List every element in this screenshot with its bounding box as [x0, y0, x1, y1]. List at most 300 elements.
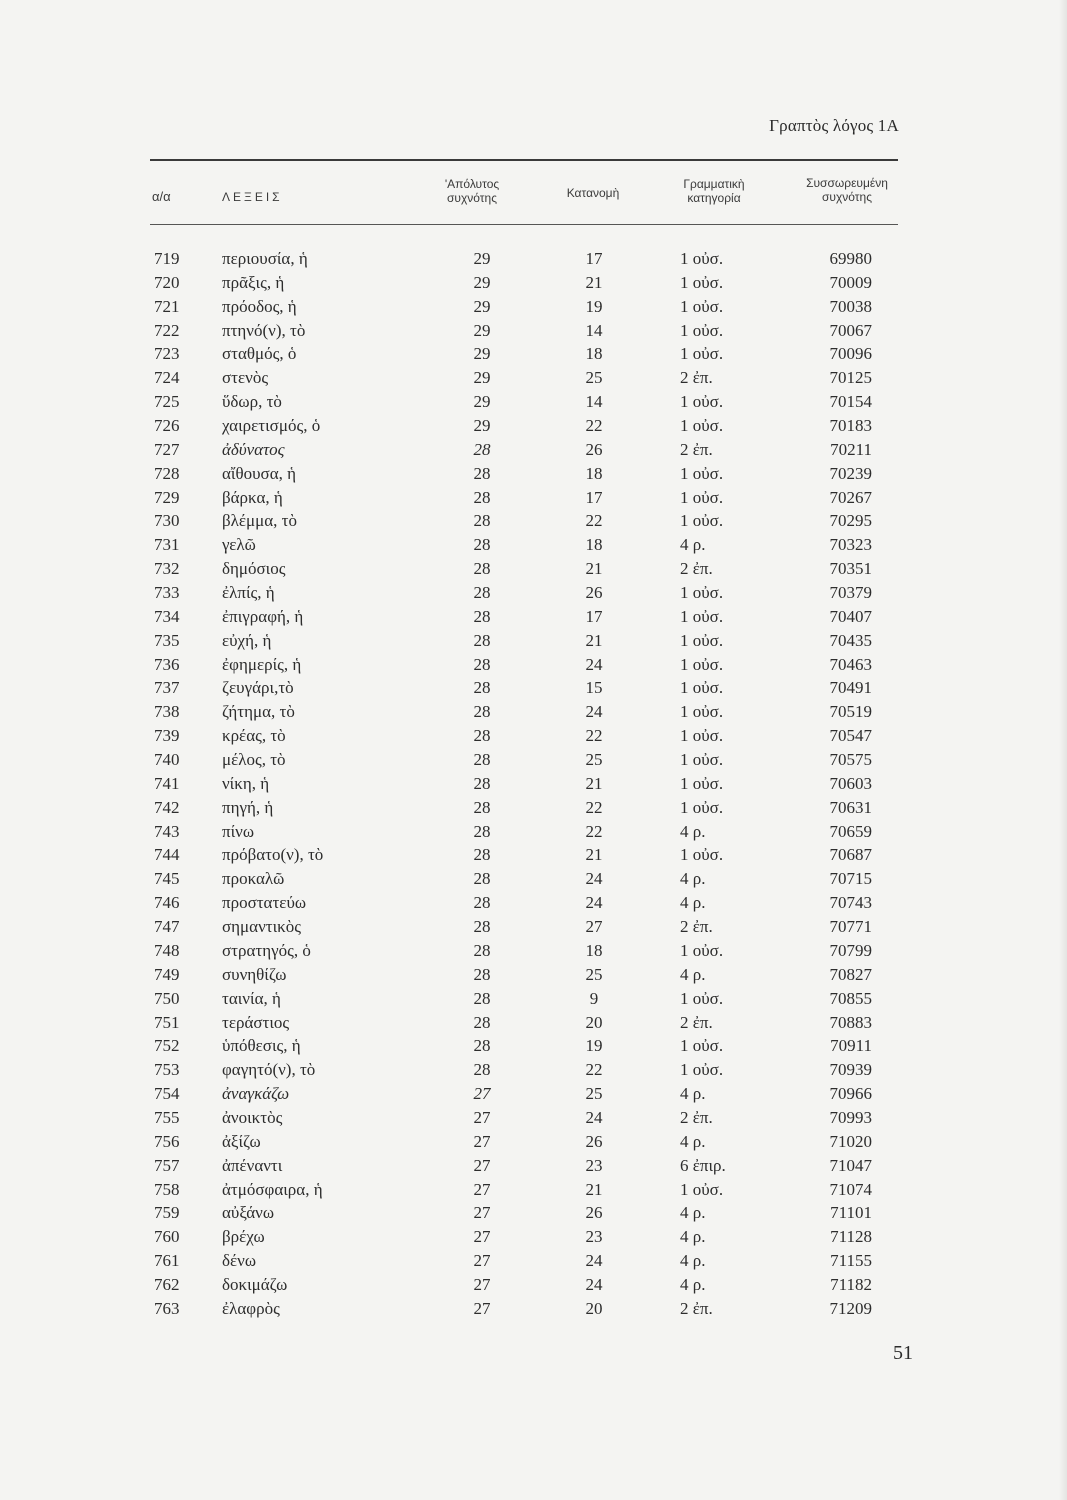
row-absolute-frequency: 28 [473, 1060, 491, 1080]
row-distribution: 24 [585, 1274, 603, 1294]
row-absolute-frequency: 27 [473, 1227, 491, 1247]
table-row [0, 1297, 1067, 1321]
row-absolute-frequency: 29 [473, 249, 491, 268]
row-cumulative-frequency: 70519 [829, 702, 872, 722]
header-cumulative-frequency [790, 176, 904, 204]
row-cumulative-frequency: 71209 [829, 1298, 872, 1318]
row-distribution: 25 [585, 750, 603, 770]
row-distribution: 17 [585, 487, 603, 507]
row-serial-number: 757 [154, 1155, 180, 1175]
row-absolute-frequency: 27 [473, 1084, 491, 1104]
row-distribution: 23 [585, 1227, 603, 1247]
row-cumulative-frequency: 70966 [829, 1084, 872, 1104]
row-distribution: 15 [585, 678, 603, 698]
row-word: πρόοδος, ἡ [222, 296, 297, 316]
table-row [0, 820, 1067, 844]
row-serial-number: 719 [154, 249, 180, 268]
row-distribution: 21 [585, 1179, 603, 1199]
row-word: σταθμός, ὁ [222, 344, 297, 364]
row-word: ἐλπίς, ἡ [222, 583, 275, 603]
table-row [0, 653, 1067, 677]
row-grammatical-category: 2 ἐπ. [680, 439, 713, 459]
row-word: ὑπόθεσις, ἡ [222, 1036, 301, 1056]
row-grammatical-category: 2 ἐπ. [680, 1107, 713, 1127]
row-word: στενὸς [222, 368, 269, 388]
table-row [0, 676, 1067, 700]
row-cumulative-frequency: 70993 [829, 1107, 872, 1127]
row-absolute-frequency: 28 [473, 606, 491, 626]
row-serial-number: 728 [154, 463, 180, 483]
row-distribution: 21 [585, 773, 603, 793]
row-distribution: 19 [585, 1036, 603, 1056]
row-grammatical-category: 4 ρ. [680, 893, 706, 913]
row-word: ζευγάρι,τὸ [222, 678, 294, 698]
row-distribution: 9 [589, 988, 599, 1008]
row-word: ἀνοικτὸς [222, 1107, 283, 1127]
table-row [0, 342, 1067, 366]
row-absolute-frequency: 29 [473, 296, 491, 316]
row-word: ἀδύνατος [222, 439, 285, 459]
row-serial-number: 756 [154, 1131, 180, 1151]
row-distribution: 18 [585, 344, 603, 364]
row-cumulative-frequency: 70379 [829, 583, 872, 603]
row-distribution: 18 [585, 463, 603, 483]
row-serial-number: 745 [154, 869, 180, 889]
row-absolute-frequency: 28 [473, 559, 491, 579]
row-absolute-frequency: 28 [473, 535, 491, 555]
row-absolute-frequency: 28 [473, 750, 491, 770]
row-word: δοκιμάζω [222, 1274, 288, 1294]
row-distribution: 25 [585, 964, 603, 984]
row-word: χαιρετισμός, ὁ [222, 416, 321, 436]
row-word: βλέμμα, τὸ [222, 511, 297, 531]
row-distribution: 20 [585, 1298, 603, 1318]
row-absolute-frequency: 29 [473, 272, 491, 292]
row-serial-number: 752 [154, 1036, 180, 1056]
row-word: σημαντικὸς [222, 917, 301, 937]
row-cumulative-frequency: 70687 [829, 845, 872, 865]
row-cumulative-frequency: 70799 [829, 940, 872, 960]
row-absolute-frequency: 28 [473, 797, 491, 817]
header-cumulative-line2: συχνότης [822, 190, 872, 204]
table-row [0, 843, 1067, 867]
row-distribution: 25 [585, 1084, 603, 1104]
row-grammatical-category: 1 οὐσ. [680, 463, 724, 483]
row-grammatical-category: 1 οὐσ. [680, 272, 724, 292]
row-absolute-frequency: 28 [473, 1036, 491, 1056]
row-cumulative-frequency: 70067 [829, 320, 872, 340]
row-distribution: 22 [585, 821, 603, 841]
row-absolute-frequency: 28 [473, 678, 491, 698]
row-serial-number: 730 [154, 511, 180, 531]
row-absolute-frequency: 29 [473, 416, 491, 436]
table-row [0, 1201, 1067, 1225]
row-absolute-frequency: 27 [473, 1203, 491, 1223]
row-distribution: 24 [585, 893, 603, 913]
row-grammatical-category: 6 ἐπιρ. [680, 1155, 726, 1175]
row-word: βάρκα, ἡ [222, 487, 283, 507]
row-cumulative-frequency: 70211 [830, 439, 872, 459]
row-grammatical-category: 1 οὐσ. [680, 940, 724, 960]
row-cumulative-frequency: 70463 [829, 654, 872, 674]
row-distribution: 26 [585, 1131, 603, 1151]
row-serial-number: 727 [154, 439, 180, 459]
row-word: ὕδωρ, τὸ [222, 392, 282, 412]
row-absolute-frequency: 28 [473, 893, 491, 913]
row-word: ἀξίζω [222, 1131, 261, 1151]
row-serial-number: 750 [154, 988, 180, 1008]
row-absolute-frequency: 28 [473, 630, 491, 650]
row-cumulative-frequency: 70855 [829, 988, 872, 1008]
table-row [0, 891, 1067, 915]
row-serial-number: 761 [154, 1251, 180, 1271]
row-absolute-frequency: 28 [473, 869, 491, 889]
header-cumulative-line1: Συσσωρευμένη [806, 176, 888, 190]
header-words: ΛΕΞΕΙΣ [222, 190, 283, 204]
row-distribution: 22 [585, 1060, 603, 1080]
table-row [0, 271, 1067, 295]
row-serial-number: 738 [154, 702, 180, 722]
row-word: ἐλαφρὸς [222, 1298, 280, 1318]
row-cumulative-frequency: 70239 [829, 463, 872, 483]
row-word: πρᾶξις, ἡ [222, 272, 285, 292]
row-absolute-frequency: 28 [473, 917, 491, 937]
row-cumulative-frequency: 70038 [829, 296, 872, 316]
table-row [0, 366, 1067, 390]
header-absolute-line1: 'Απόλυτος [444, 177, 500, 191]
row-cumulative-frequency: 70575 [829, 750, 872, 770]
row-distribution: 20 [585, 1012, 603, 1032]
row-grammatical-category: 1 οὐσ. [680, 1179, 724, 1199]
row-cumulative-frequency: 70267 [829, 487, 872, 507]
row-distribution: 26 [585, 583, 603, 603]
row-serial-number: 731 [154, 535, 180, 555]
row-grammatical-category: 1 οὐσ. [680, 726, 724, 746]
row-grammatical-category: 4 ρ. [680, 535, 706, 555]
table-row [0, 939, 1067, 963]
row-absolute-frequency: 27 [473, 1179, 491, 1199]
row-cumulative-frequency: 70659 [829, 821, 872, 841]
row-grammatical-category: 1 οὐσ. [680, 630, 724, 650]
row-absolute-frequency: 28 [473, 845, 491, 865]
row-distribution: 22 [585, 726, 603, 746]
row-cumulative-frequency: 71128 [830, 1227, 872, 1247]
row-absolute-frequency: 28 [473, 773, 491, 793]
row-cumulative-frequency: 70351 [829, 559, 872, 579]
row-distribution: 21 [585, 630, 603, 650]
row-absolute-frequency: 28 [473, 726, 491, 746]
row-word: νίκη, ἡ [222, 773, 270, 793]
row-absolute-frequency: 27 [473, 1131, 491, 1151]
row-absolute-frequency: 27 [473, 1155, 491, 1175]
table-row [0, 1249, 1067, 1273]
row-cumulative-frequency: 70911 [830, 1036, 872, 1056]
row-absolute-frequency: 28 [473, 702, 491, 722]
row-absolute-frequency: 29 [473, 368, 491, 388]
row-grammatical-category: 4 ρ. [680, 964, 706, 984]
row-distribution: 24 [585, 1107, 603, 1127]
row-word: στρατηγός, ὁ [222, 940, 311, 960]
row-word: πτηνό(ν), τὸ [222, 320, 306, 340]
row-serial-number: 744 [154, 845, 180, 865]
row-distribution: 27 [585, 917, 603, 937]
row-distribution: 21 [585, 845, 603, 865]
row-serial-number: 734 [154, 606, 180, 626]
row-cumulative-frequency: 70295 [829, 511, 872, 531]
row-cumulative-frequency: 70939 [829, 1060, 872, 1080]
table-row [0, 533, 1067, 557]
row-distribution: 14 [585, 320, 603, 340]
row-cumulative-frequency: 70154 [829, 392, 872, 412]
table-row [0, 724, 1067, 748]
row-grammatical-category: 1 οὐσ. [680, 344, 724, 364]
row-grammatical-category: 1 οὐσ. [680, 296, 724, 316]
row-word: πηγή, ἡ [222, 797, 274, 817]
row-word: περιουσία, ἡ [222, 249, 308, 268]
row-absolute-frequency: 28 [473, 654, 491, 674]
row-cumulative-frequency: 70771 [829, 917, 872, 937]
row-grammatical-category: 4 ρ. [680, 1131, 706, 1151]
header-grammatical-line2: κατηγορία [687, 191, 741, 205]
row-word: προκαλῶ [222, 869, 285, 889]
row-grammatical-category: 1 οὐσ. [680, 773, 724, 793]
frequency-table-body [0, 247, 1067, 1321]
table-row [0, 295, 1067, 319]
page-number: 51 [893, 1342, 913, 1364]
table-row [0, 1154, 1067, 1178]
row-cumulative-frequency: 70407 [829, 606, 872, 626]
row-absolute-frequency: 29 [473, 344, 491, 364]
row-distribution: 18 [585, 535, 603, 555]
row-absolute-frequency: 28 [473, 439, 491, 459]
header-serial-number: α/α [152, 189, 171, 204]
row-serial-number: 751 [154, 1012, 180, 1032]
row-cumulative-frequency: 70715 [829, 869, 872, 889]
table-row [0, 987, 1067, 1011]
row-grammatical-category: 1 οὐσ. [680, 1060, 724, 1080]
table-row [0, 1058, 1067, 1082]
row-absolute-frequency: 27 [473, 1251, 491, 1271]
row-word: κρέας, τὸ [222, 726, 286, 746]
row-word: πρόβατο(ν), τὸ [222, 845, 324, 865]
row-distribution: 17 [585, 606, 603, 626]
row-serial-number: 758 [154, 1179, 180, 1199]
table-row [0, 557, 1067, 581]
row-cumulative-frequency: 70631 [829, 797, 872, 817]
table-row [0, 1011, 1067, 1035]
row-serial-number: 721 [154, 296, 180, 316]
table-row [0, 772, 1067, 796]
header-grammatical-line1: Γραμματικὴ [683, 177, 745, 191]
row-grammatical-category: 1 οὐσ. [680, 511, 724, 531]
row-serial-number: 762 [154, 1274, 180, 1294]
row-grammatical-category: 4 ρ. [680, 1227, 706, 1247]
table-row [0, 1034, 1067, 1058]
row-serial-number: 755 [154, 1107, 180, 1127]
row-distribution: 24 [585, 1251, 603, 1271]
table-row [0, 605, 1067, 629]
row-absolute-frequency: 28 [473, 511, 491, 531]
row-absolute-frequency: 27 [473, 1274, 491, 1294]
row-serial-number: 726 [154, 416, 180, 436]
row-distribution: 22 [585, 511, 603, 531]
row-cumulative-frequency: 71020 [829, 1131, 872, 1151]
row-grammatical-category: 1 οὐσ. [680, 606, 724, 626]
table-row [0, 414, 1067, 438]
row-grammatical-category: 2 ἐπ. [680, 1298, 713, 1318]
table-row [0, 509, 1067, 533]
row-absolute-frequency: 29 [473, 320, 491, 340]
row-serial-number: 754 [154, 1084, 180, 1104]
table-row [0, 629, 1067, 653]
row-grammatical-category: 1 οὐσ. [680, 702, 724, 722]
table-row [0, 867, 1067, 891]
table-row [0, 486, 1067, 510]
row-serial-number: 732 [154, 559, 180, 579]
row-serial-number: 725 [154, 392, 180, 412]
row-absolute-frequency: 28 [473, 1012, 491, 1032]
row-cumulative-frequency: 70323 [829, 535, 872, 555]
row-distribution: 25 [585, 368, 603, 388]
row-cumulative-frequency: 70603 [829, 773, 872, 793]
row-word: φαγητό(ν), τὸ [222, 1060, 316, 1080]
row-word: τεράστιος [222, 1012, 290, 1032]
row-cumulative-frequency: 70096 [829, 344, 872, 364]
row-distribution: 23 [585, 1155, 603, 1175]
table-row [0, 1178, 1067, 1202]
row-grammatical-category: 1 οὐσ. [680, 797, 724, 817]
row-grammatical-category: 1 οὐσ. [680, 416, 724, 436]
row-serial-number: 742 [154, 797, 180, 817]
row-word: βρέχω [222, 1227, 265, 1247]
row-grammatical-category: 1 οὐσ. [680, 320, 724, 340]
row-serial-number: 753 [154, 1060, 180, 1080]
row-serial-number: 746 [154, 893, 180, 913]
row-cumulative-frequency: 69980 [829, 249, 872, 268]
row-serial-number: 724 [154, 368, 180, 388]
row-absolute-frequency: 28 [473, 821, 491, 841]
row-word: ταινία, ἡ [222, 988, 281, 1008]
row-absolute-frequency: 28 [473, 487, 491, 507]
row-serial-number: 759 [154, 1203, 180, 1223]
row-distribution: 22 [585, 416, 603, 436]
row-cumulative-frequency: 70125 [829, 368, 872, 388]
row-grammatical-category: 1 οὐσ. [680, 678, 724, 698]
row-word: εὐχή, ἡ [222, 630, 272, 650]
row-grammatical-category: 1 οὐσ. [680, 988, 724, 1008]
row-cumulative-frequency: 70435 [829, 630, 872, 650]
header-absolute-line2: συχνότης [447, 191, 497, 205]
row-grammatical-category: 2 ἐπ. [680, 368, 713, 388]
row-word: ἐφημερίς, ἡ [222, 654, 302, 674]
row-serial-number: 735 [154, 630, 180, 650]
row-word: συνηθίζω [222, 964, 287, 984]
row-cumulative-frequency: 70009 [829, 272, 872, 292]
row-absolute-frequency: 28 [473, 940, 491, 960]
table-row [0, 390, 1067, 414]
row-grammatical-category: 1 οὐσ. [680, 845, 724, 865]
row-word: ἀτμόσφαιρα, ἡ [222, 1179, 323, 1199]
row-serial-number: 723 [154, 344, 180, 364]
header-grammatical-category [662, 177, 766, 205]
row-word: αἴθουσα, ἡ [222, 463, 297, 483]
row-word: αὐξάνω [222, 1203, 275, 1223]
row-distribution: 14 [585, 392, 603, 412]
row-absolute-frequency: 27 [473, 1107, 491, 1127]
row-word: μέλος, τὸ [222, 750, 286, 770]
row-grammatical-category: 2 ἐπ. [680, 559, 713, 579]
row-grammatical-category: 4 ρ. [680, 1251, 706, 1271]
row-word: δένω [222, 1251, 257, 1271]
header-absolute-frequency [418, 177, 526, 205]
row-serial-number: 743 [154, 821, 180, 841]
row-grammatical-category: 1 οὐσ. [680, 487, 724, 507]
row-serial-number: 747 [154, 917, 180, 937]
row-grammatical-category: 1 οὐσ. [680, 583, 724, 603]
row-word: ζήτημα, τὸ [222, 702, 295, 722]
row-serial-number: 737 [154, 678, 180, 698]
row-grammatical-category: 4 ρ. [680, 1084, 706, 1104]
row-word: πίνω [222, 821, 255, 841]
row-grammatical-category: 2 ἐπ. [680, 1012, 713, 1032]
row-distribution: 21 [585, 272, 603, 292]
row-absolute-frequency: 28 [473, 583, 491, 603]
row-grammatical-category: 1 οὐσ. [680, 1036, 724, 1056]
row-grammatical-category: 1 οὐσ. [680, 392, 724, 412]
table-row [0, 438, 1067, 462]
table-row [0, 915, 1067, 939]
table-row [0, 963, 1067, 987]
row-serial-number: 748 [154, 940, 180, 960]
row-grammatical-category: 4 ρ. [680, 821, 706, 841]
row-distribution: 18 [585, 940, 603, 960]
table-row [0, 1130, 1067, 1154]
row-distribution: 26 [585, 439, 603, 459]
table-row [0, 1273, 1067, 1297]
table-top-rule [150, 159, 898, 161]
row-distribution: 26 [585, 1203, 603, 1223]
row-absolute-frequency: 28 [473, 964, 491, 984]
row-serial-number: 733 [154, 583, 180, 603]
table-row [0, 700, 1067, 724]
row-serial-number: 736 [154, 654, 180, 674]
table-row [0, 1106, 1067, 1130]
row-serial-number: 749 [154, 964, 180, 984]
row-cumulative-frequency: 71047 [829, 1155, 872, 1175]
row-cumulative-frequency: 70491 [829, 678, 872, 698]
table-row [0, 247, 1067, 271]
row-distribution: 19 [585, 296, 603, 316]
row-cumulative-frequency: 70827 [829, 964, 872, 984]
table-row [0, 319, 1067, 343]
row-serial-number: 722 [154, 320, 180, 340]
row-distribution: 17 [585, 249, 603, 268]
row-serial-number: 720 [154, 272, 180, 292]
running-head: Γραπτὸς λόγος 1Α [769, 116, 899, 135]
header-distribution: Κατανομὴ [566, 186, 620, 200]
row-serial-number: 763 [154, 1298, 180, 1318]
row-grammatical-category: 4 ρ. [680, 1274, 706, 1294]
row-absolute-frequency: 29 [473, 392, 491, 412]
row-distribution: 24 [585, 869, 603, 889]
row-grammatical-category: 4 ρ. [680, 869, 706, 889]
row-serial-number: 760 [154, 1227, 180, 1247]
table-row [0, 1082, 1067, 1106]
row-word: ἀπέναντι [222, 1155, 283, 1175]
row-distribution: 24 [585, 654, 603, 674]
row-grammatical-category: 1 οὐσ. [680, 654, 724, 674]
row-word: ἀναγκάζω [222, 1084, 290, 1104]
